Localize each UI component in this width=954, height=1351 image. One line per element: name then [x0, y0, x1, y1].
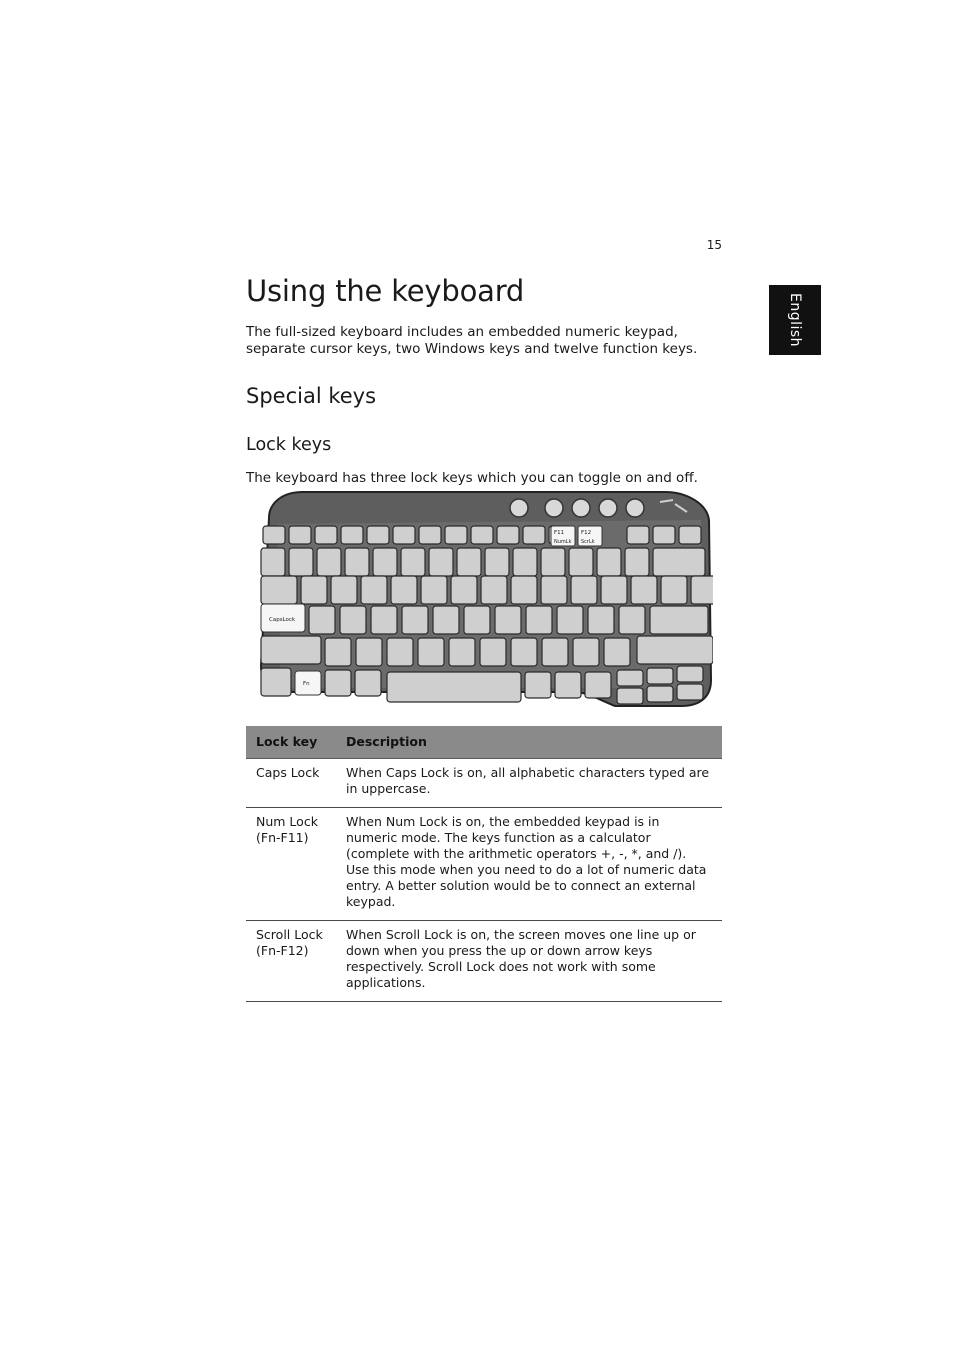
lock-keys-table	[246, 726, 722, 1002]
page-title: Using the keyboard	[246, 274, 525, 308]
keyboard-key	[631, 576, 657, 604]
table-row	[246, 921, 722, 1002]
language-tab-label: English	[787, 292, 803, 348]
table-row	[246, 808, 722, 921]
keyboard-key	[513, 548, 537, 576]
keyboard-key	[387, 672, 521, 702]
f12-key-label: F12	[581, 530, 592, 536]
keyboard-key	[541, 548, 565, 576]
keyboard-key	[331, 576, 357, 604]
keyboard-key	[619, 606, 645, 634]
keyboard-key	[573, 638, 599, 666]
keyboard-key	[691, 576, 713, 604]
keyboard-key	[261, 668, 291, 696]
keyboard-key	[341, 526, 363, 544]
lock-key-name: Num Lock (Fn-F11)	[246, 808, 336, 921]
keyboard-key	[627, 526, 649, 544]
keyboard-key	[289, 526, 311, 544]
keyboard-key	[345, 548, 369, 576]
keyboard-key	[402, 606, 428, 634]
keyboard-key	[617, 688, 643, 704]
keyboard-key	[541, 576, 567, 604]
keyboard-key	[391, 576, 417, 604]
keyboard-key	[647, 686, 673, 702]
keyboard-key	[325, 670, 351, 696]
keyboard-key	[511, 576, 537, 604]
keyboard-key	[263, 526, 285, 544]
keyboard-key	[309, 606, 335, 634]
keyboard-key	[653, 548, 705, 576]
keyboard-key	[433, 606, 459, 634]
language-tab	[769, 285, 821, 355]
keyboard-key	[557, 606, 583, 634]
keyboard-key	[317, 548, 341, 576]
lead-paragraph: The keyboard has three lock keys which you can toggle on and off.	[246, 470, 698, 486]
keyboard-key	[480, 638, 506, 666]
keyboard-key	[373, 548, 397, 576]
keyboard-key	[647, 668, 673, 684]
keyboard-key	[445, 526, 467, 544]
keyboard-key	[653, 526, 675, 544]
keyboard-key	[401, 548, 425, 576]
keyboard-key	[449, 638, 475, 666]
keyboard-key	[604, 638, 630, 666]
keyboard-key	[418, 638, 444, 666]
keyboard-key	[393, 526, 415, 544]
lock-key-description: When Caps Lock is on, all alphabetic characters typed are in uppercase.	[336, 759, 722, 808]
keyboard-key	[315, 526, 337, 544]
keyboard-key	[569, 548, 593, 576]
keyboard-key	[325, 638, 351, 666]
keyboard-key	[261, 636, 321, 664]
keyboard-key	[679, 526, 701, 544]
keyboard-key	[511, 638, 537, 666]
scrlk-key-label: ScrLk	[581, 539, 595, 545]
keyboard-key	[367, 526, 389, 544]
keyboard-key	[261, 548, 285, 576]
f11-key-label: F11	[554, 530, 565, 536]
keyboard-key	[617, 670, 643, 686]
column-header-lock-key: Lock key	[246, 726, 336, 759]
keyboard-key	[588, 606, 614, 634]
keyboard-key	[526, 606, 552, 634]
keyboard-key	[585, 672, 611, 698]
keyboard-key	[677, 684, 703, 700]
lock-key-name: Caps Lock	[246, 759, 336, 808]
keyboard-key	[650, 606, 708, 634]
keyboard-key	[571, 576, 597, 604]
keyboard-key	[361, 576, 387, 604]
table-header-row	[246, 726, 722, 759]
keyboard-key	[597, 548, 621, 576]
keyboard-key	[542, 638, 568, 666]
column-header-description: Description	[336, 726, 722, 759]
lock-key-description: When Scroll Lock is on, the screen moves one line up or down when you press the up or down arrow keys respectively. Scroll Lock does not work with some applications.	[336, 921, 722, 1002]
keyboard-key	[356, 638, 382, 666]
keyboard-key	[301, 576, 327, 604]
keyboard-key	[497, 526, 519, 544]
keyboard-key	[525, 672, 551, 698]
lock-key-description: When Num Lock is on, the embedded keypad is in numeric mode. The keys function as a calculator (complete with the arithmetic operators +, -, *, and /). Use this mode when you need to do a lot of numeric data entry. A better solution would be to connect an external keypad.	[336, 808, 722, 921]
keyboard-key	[451, 576, 477, 604]
keyboard-key	[419, 526, 441, 544]
table-row	[246, 759, 722, 808]
keyboard-key	[625, 548, 649, 576]
keyboard-key	[355, 670, 381, 696]
keyboard-key	[485, 548, 509, 576]
page-number: 15	[706, 238, 722, 252]
keyboard-key	[387, 638, 413, 666]
keyboard-key	[481, 576, 507, 604]
keyboard-key	[677, 666, 703, 682]
keyboard-key	[637, 636, 713, 664]
fn-key-label: Fn	[303, 681, 310, 687]
keyboard-key	[261, 576, 297, 604]
section-title: Special keys	[246, 384, 377, 408]
keyboard-key	[457, 548, 481, 576]
intro-paragraph: The full-sized keyboard includes an embedded numeric keypad, separate cursor keys, two Windows keys and twelve function keys.	[246, 324, 698, 357]
keyboard-key	[289, 548, 313, 576]
lock-key-name: Scroll Lock (Fn-F12)	[246, 921, 336, 1002]
keyboard-illustration	[255, 490, 713, 712]
keyboard-key	[523, 526, 545, 544]
keyboard-key	[601, 576, 627, 604]
keyboard-key	[661, 576, 687, 604]
subsection-title: Lock keys	[246, 435, 332, 455]
capslock-key-label: CapsLock	[269, 617, 296, 623]
keyboard-key	[555, 672, 581, 698]
keyboard-key	[371, 606, 397, 634]
keyboard-key	[464, 606, 490, 634]
keyboard-key	[340, 606, 366, 634]
keyboard-key	[471, 526, 493, 544]
keyboard-key	[495, 606, 521, 634]
keyboard-key	[429, 548, 453, 576]
keyboard-key	[421, 576, 447, 604]
numlk-key-label: NumLk	[554, 539, 572, 545]
